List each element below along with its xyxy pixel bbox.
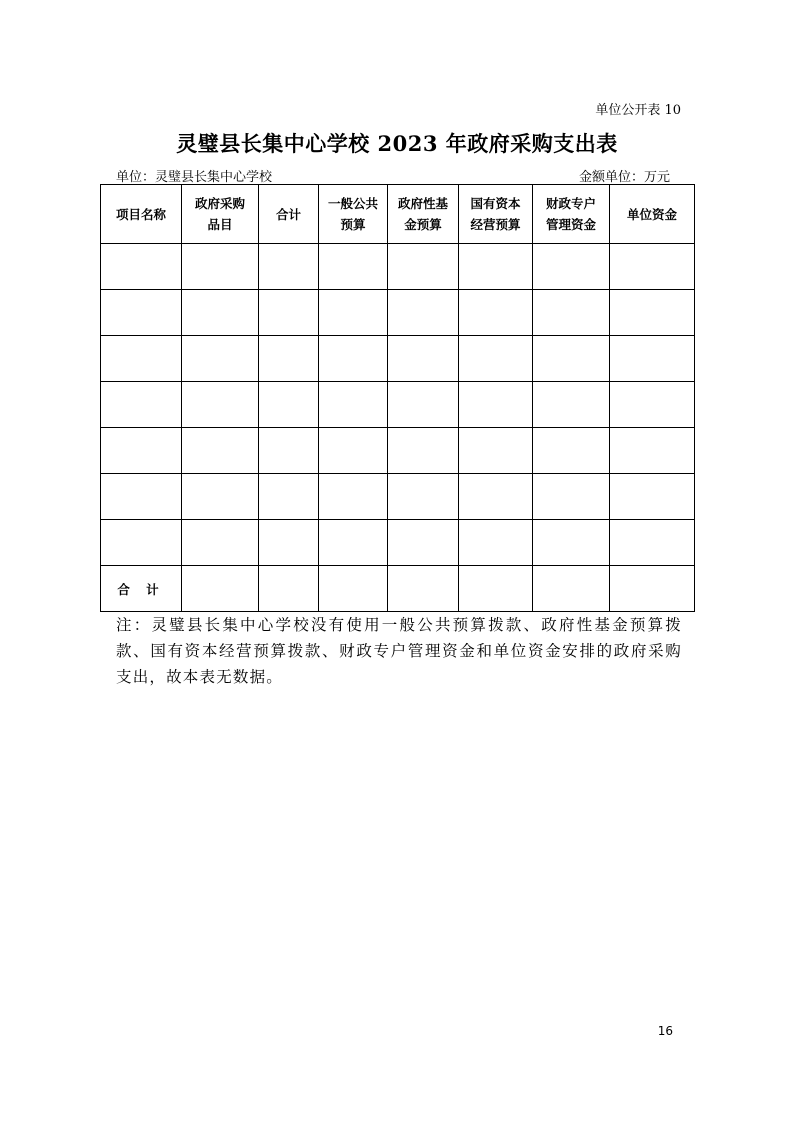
table-number-label: 单位公开表 10 — [595, 103, 681, 118]
column-header-project-name: 项目名称 — [101, 185, 182, 244]
column-header-unit-funds: 单位资金 — [610, 185, 695, 244]
amount-unit-label: 金额单位：万元 — [578, 170, 670, 185]
total-row — [101, 566, 695, 612]
table-row — [101, 520, 695, 566]
procurement-expenditure-table — [100, 184, 695, 612]
page-title: 灵璧县长集中心学校 2023 年政府采购支出表 — [176, 131, 618, 156]
table-row — [101, 428, 695, 474]
table-header-row — [101, 185, 695, 244]
table-row — [101, 290, 695, 336]
column-header-total: 合计 — [259, 185, 319, 244]
table-row — [101, 336, 695, 382]
column-header-procurement-item: 政府采购品目 — [182, 185, 259, 244]
table-row — [101, 382, 695, 428]
total-row-label: 合 计 — [101, 566, 182, 612]
table-row — [101, 474, 695, 520]
column-header-general-budget: 一般公共预算 — [319, 185, 388, 244]
page-number: 16 — [657, 1024, 673, 1038]
table-row — [101, 244, 695, 290]
column-header-state-capital-budget: 国有资本经营预算 — [459, 185, 533, 244]
unit-label: 单位：灵璧县长集中心学校 — [116, 170, 273, 185]
column-header-special-account-funds: 财政专户管理资金 — [533, 185, 610, 244]
table-note: 注：灵璧县长集中心学校没有使用一般公共预算拨款、政府性基金预算拨款、国有资本经营预算拨款、财政专户管理资金和单位资金安排的政府采购支出，故本表无数据。 — [116, 616, 682, 686]
column-header-gov-fund-budget: 政府性基金预算 — [388, 185, 459, 244]
